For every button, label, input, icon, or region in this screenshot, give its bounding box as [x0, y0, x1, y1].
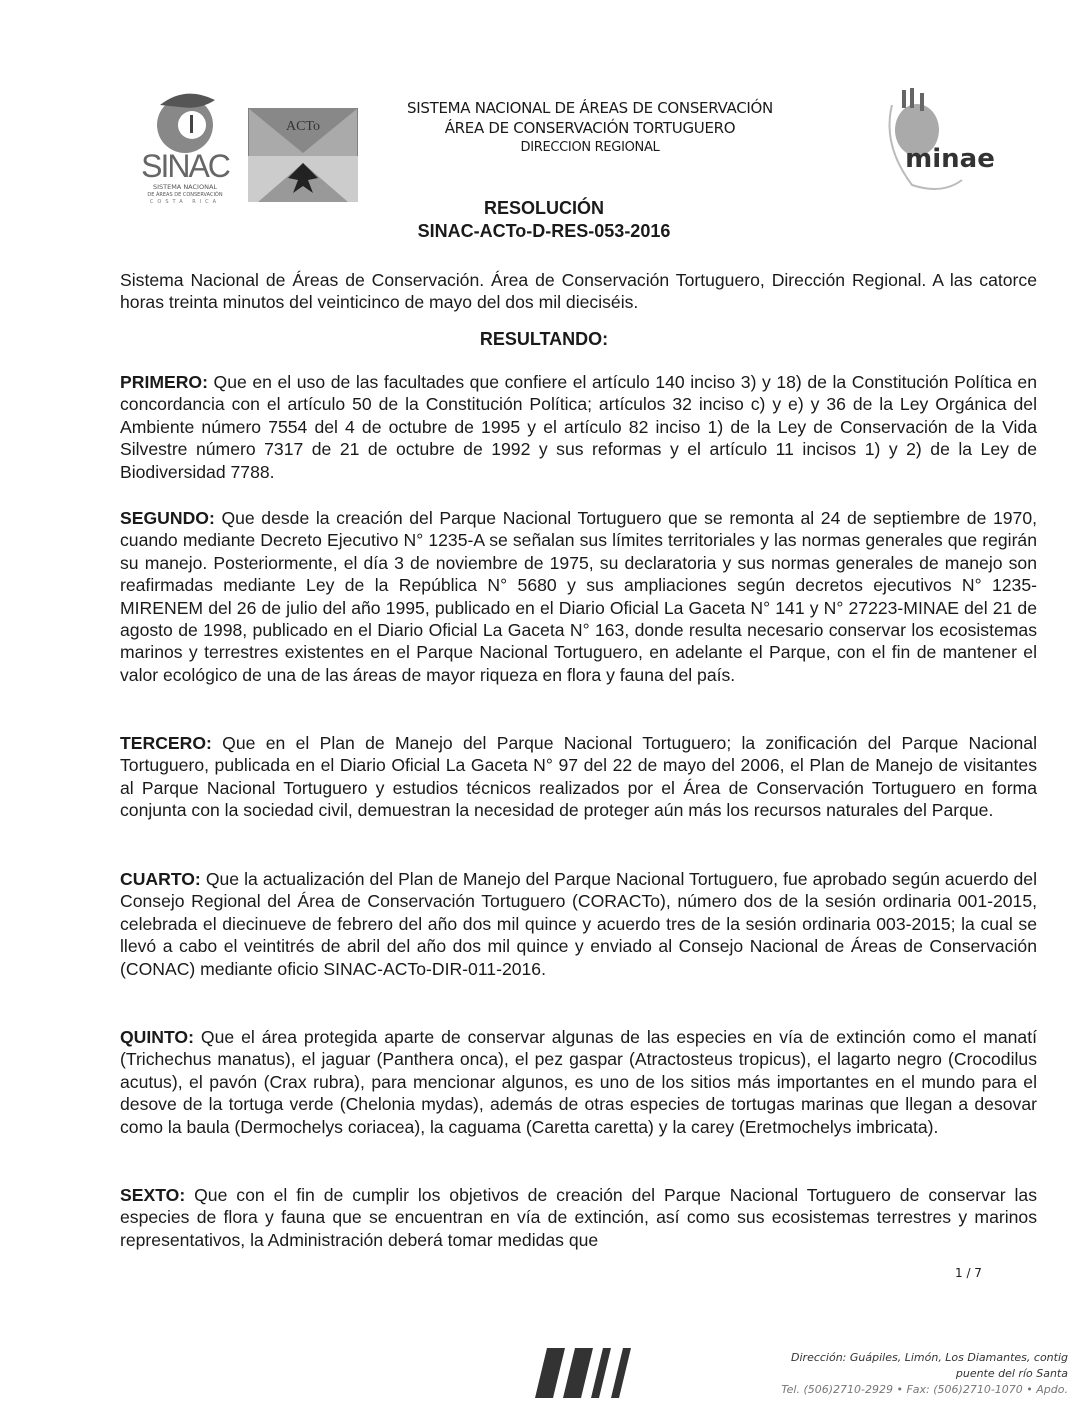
paragraph-segundo — [120, 507, 1037, 686]
header-line-3: DIRECCION REGIONAL — [520, 140, 660, 155]
paragraph-label: SEXTO: — [120, 1185, 186, 1205]
paragraph-quinto — [120, 1026, 1037, 1138]
paragraph-text: Que en el Plan de Manejo del Parque Nacional Tortuguero; la zonificación del Parque Nacional Tortuguero, publicada en el Diario Oficial La Gaceta N° 97 del 22 de mayo del 2006, el Plan de Manejo de visitantes al Parque Nacional Tortuguero y estudios técnicos realizados por el Área de Conservación Tortuguero en forma conjunta con la sociedad civil, demuestran la necesidad de proteger aún más los recursos naturales del Parque. — [120, 733, 1037, 821]
page-number: 1 / 7 — [955, 1266, 982, 1280]
document-title: RESOLUCIÓN — [483, 198, 604, 218]
paragraph-cuarto — [120, 868, 1037, 980]
section-heading: RESULTANDO: — [479, 329, 609, 349]
paragraph-label: CUARTO: — [120, 869, 201, 889]
header-line-2: ÁREA DE CONSERVACIÓN TORTUGUERO — [444, 119, 736, 137]
footer-stripes-logo — [535, 1348, 635, 1403]
footer-line-3: Tel. (506)2710-2929 • Fax: (506)2710-1070 • Apdo. — [781, 1383, 1068, 1396]
paragraph-text: Que en el uso de las facultades que confiere el artículo 140 inciso 3) y 18) de la Constitución Política en concordancia con el artículo 50 de la Constitución Política; artículos 32 inciso c) y e) y 36 de la Ley Orgánica del Ambiente número 7554 del 4 de octubre de 1995 y el artículo 82 inciso 1) de la Ley de Conservación de la Vida Silvestre número 7317 de 21 de octubre de 1992 y sus reformas y el artículo 11 incisos 1) y 2) de la Ley de Biodiversidad 7788. — [120, 372, 1037, 482]
paragraph-label: PRIMERO: — [120, 372, 208, 392]
svg-text:SISTEMA NACIONAL: SISTEMA NACIONAL — [152, 183, 218, 191]
footer-line-2: puente del río Santa — [955, 1367, 1068, 1380]
paragraph-label: SEGUNDO: — [120, 508, 215, 528]
header-line-1: SISTEMA NACIONAL DE ÁREAS DE CONSERVACIÓN — [407, 99, 773, 117]
paragraph-primero — [120, 371, 1037, 483]
paragraph-label: QUINTO: — [120, 1027, 194, 1047]
minae-logo — [872, 85, 1012, 195]
paragraph-tercero — [120, 732, 1037, 822]
institution-header — [300, 98, 880, 158]
footer-address — [781, 1350, 1068, 1398]
resolution-code: SINAC-ACTo-D-RES-053-2016 — [417, 221, 671, 241]
svg-text:ACTo: ACTo — [285, 119, 321, 134]
paragraph-text: Que con el fin de cumplir los objetivos de creación del Parque Nacional Tortuguero de conservar las especies de flora y fauna que se encuentran en vía de extinción, así como sus ecosistemas terrestres y marinos representativos, la Administración deberá tomar medidas que — [120, 1185, 1037, 1250]
intro-paragraph: Sistema Nacional de Áreas de Conservación. Área de Conservación Tortuguero, Dirección Regional. A las catorce horas treinta minutos del veinticinco de mayo del dos mil dieciséis. — [120, 270, 1037, 313]
svg-text:DE ÁREAS DE CONSERVACIÓN: DE ÁREAS DE CONSERVACIÓN — [147, 192, 223, 198]
svg-text:SINAC: SINAC — [141, 148, 229, 184]
paragraph-sexto — [120, 1184, 1037, 1251]
paragraph-text: Que desde la creación del Parque Nacional Tortuguero que se remonta al 24 de septiembre de 1970, cuando mediante Decreto Ejecutivo N° 1235-A se señalan sus límites territoriales y las normas generales que regirán su manejo. Posteriormente, el día 3 de noviembre de 1975, su declaratoria y sus normas generales de manejo son reafirmadas mediante Ley de la República N° 5680 y sus ampliaciones según decretos ejecutivos N° 1235-MIRENEM del 26 de julio del año 1995, publicado en el Diario Oficial La Gaceta N° 141 y N° 27223-MINAE del 21 de agosto de 1998, publicado en el Diario Oficial La Gaceta N° 163, donde resulta necesario conservar los ecosistemas marinos y terrestres existentes en el Parque Nacional Tortuguero, en adelante el Parque, con el fin de mantener el valor ecológico de una de las áreas de mayor riqueza en flora y fauna del país. — [120, 508, 1037, 685]
sinac-logo — [130, 85, 240, 205]
footer-line-1: Dirección: Guápiles, Limón, Los Diamantes, contig — [791, 1351, 1068, 1364]
svg-text:minae: minae — [905, 144, 995, 174]
paragraph-text: Que la actualización del Plan de Manejo del Parque Nacional Tortuguero, fue aprobado según acuerdo del Consejo Regional del Área de Conservación Tortuguero (CORACTo), número dos de la sesión ordinaria 001-2015, celebrada el diecinueve de febrero del año dos mil quince y acuerdo tres de la sesión ordinaria 003-2015; la cual se llevó a cabo el veintitrés de abril del año dos mil quince y enviado al Consejo Nacional de Áreas de Conservación (CONAC) mediante oficio SINAC-ACTo-DIR-011-2016. — [120, 869, 1037, 979]
svg-text:COSTA RICA: COSTA RICA — [149, 199, 221, 205]
paragraph-text: Que el área protegida aparte de conservar algunas de las especies en vía de extinción como el manatí (Trichechus manatus), el jaguar (Panthera onca), el pez gaspar (Atractosteus tropicus), el lagarto negro (Crocodilus acutus), el pavón (Crax rubra), para mencionar algunos, es uno de los sitios más importantes en el mundo para el desove de la tortuga verde (Chelonia mydas), además de otras especies de tortugas marinas que llegan a desovar como la baula (Dermochelys coriacea), la caguama (Caretta caretta) y la carey (Eretmochelys imbricata). — [120, 1027, 1037, 1137]
paragraph-label: TERCERO: — [120, 733, 212, 753]
